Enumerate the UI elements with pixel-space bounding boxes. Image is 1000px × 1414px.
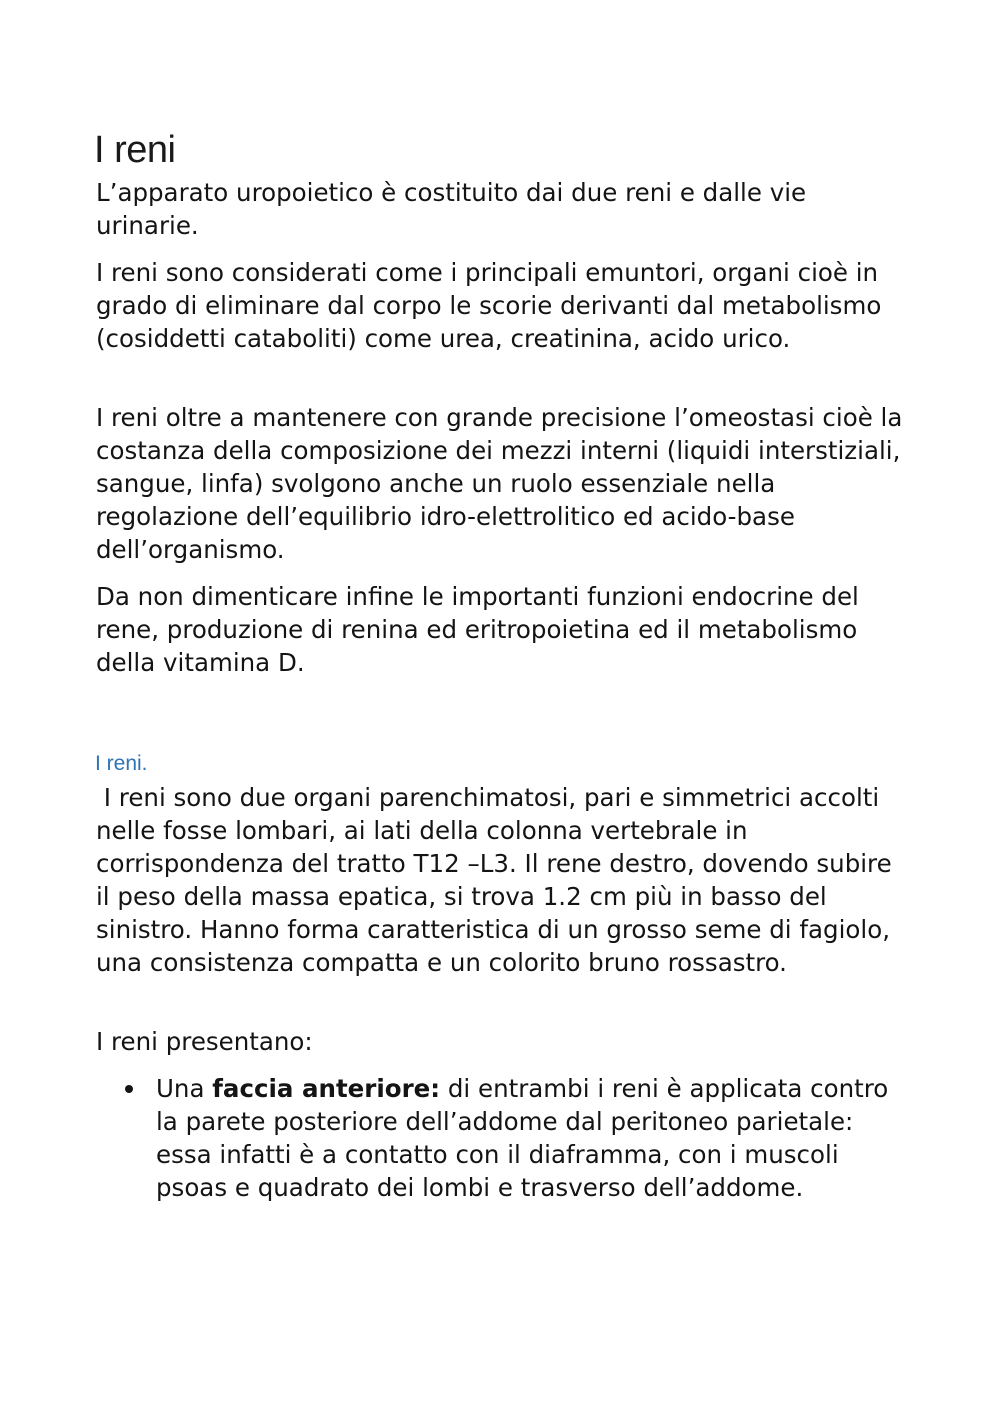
intro-paragraph-3: I reni oltre a mantenere con grande precisione l’omeostasi cioè la costanza della composizione dei mezzi interni (liquidi interstiziali, sangue, linfa) svolgono anche un ruolo essenziale nella regolazione dell’equilibrio idro-elettrolitico ed acido-base dell’organismo.	[96, 403, 903, 564]
list-item	[96, 1072, 908, 1204]
intro-paragraph-2: I reni sono considerati come i principali emuntori, organi cioè in grado di eliminare dal corpo le scorie derivanti dal metabolismo (cosiddetti cataboliti) come urea, creatinina, acido urico.	[96, 258, 882, 353]
intro-paragraph-1: L’apparato uropoietico è costituito dai due reni e dalle vie urinarie.	[96, 178, 807, 240]
bullet-list	[96, 1072, 908, 1204]
section-heading: I reni.	[95, 752, 148, 775]
page-title: I reni	[94, 129, 176, 171]
list-intro: I reni presentano:	[96, 1027, 313, 1056]
section-paragraph: I reni sono due organi parenchimatosi, pari e simmetrici accolti nelle fosse lombari, ai lati della colonna vertebrale in corrispondenza del tratto T12 –L3. Il rene destro, dovendo subire il peso della massa epatica, si trova 1.2 cm più in basso del sinistro. Hanno forma caratteristica di un grosso seme di fagiolo, una consistenza compatta e un colorito bruno rossastro.	[96, 783, 900, 977]
bullet-icon	[125, 1085, 133, 1093]
bullet-text: di entrambi i reni è applicata contro la parete posteriore dell’addome dal peritoneo parietale: essa infatti è a contatto con il diaframma, con i muscoli psoas e quadrato dei lombi e trasverso dell’addome.	[156, 1074, 889, 1202]
intro-paragraph-4: Da non dimenticare infine le importanti funzioni endocrine del rene, produzione di renina ed eritropoietina ed il metabolismo della vitamina D.	[96, 582, 859, 677]
bullet-prefix: Una	[156, 1074, 213, 1103]
bullet-bold-term: faccia anteriore:	[212, 1074, 441, 1103]
